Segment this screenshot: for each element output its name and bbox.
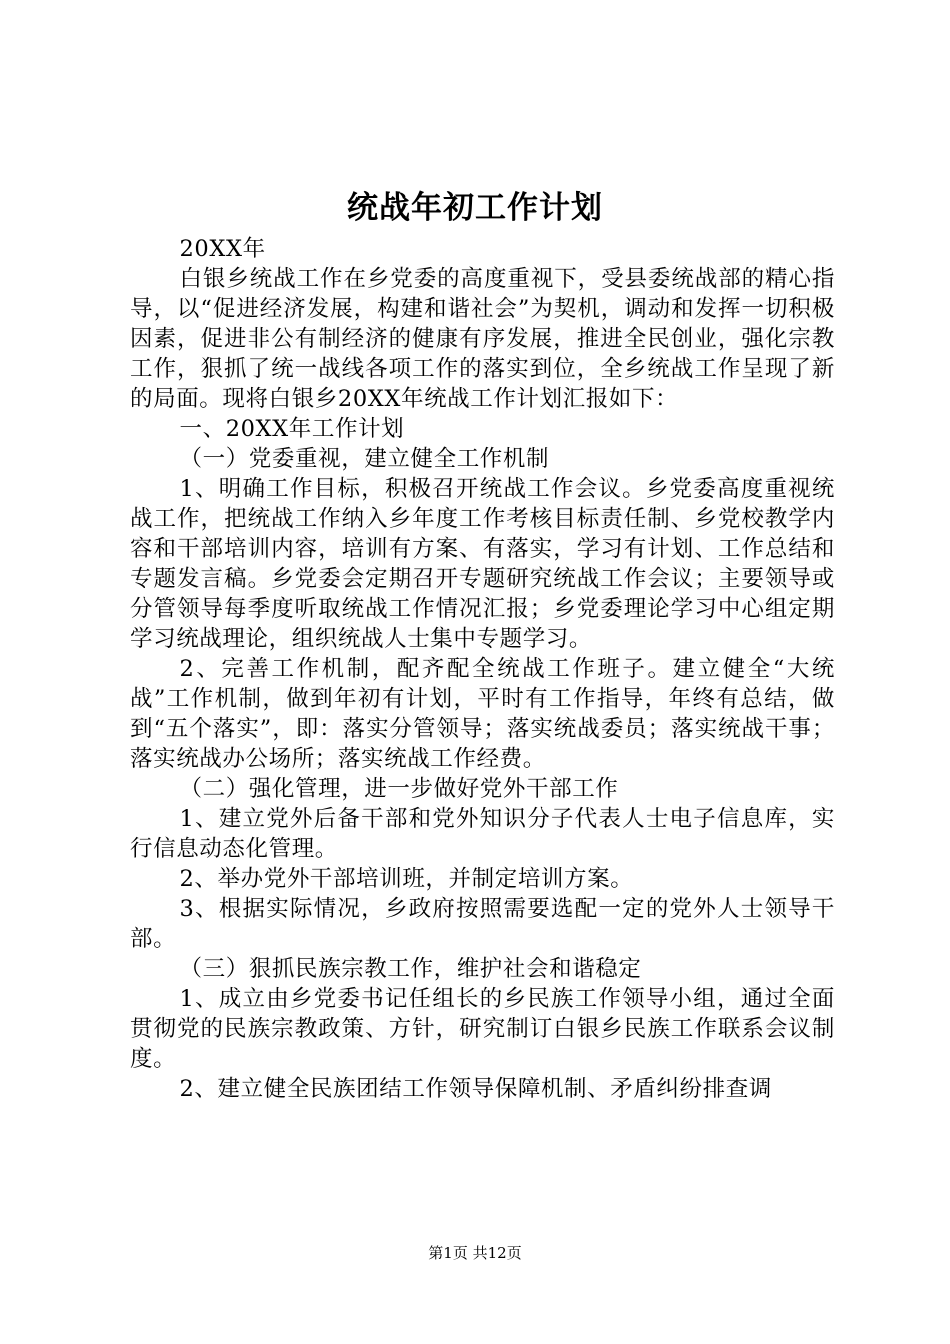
paragraph-item: 1、建立党外后备干部和党外知识分子代表人士电子信息库，实行信息动态化管理。: [130, 806, 835, 862]
paragraph-intro: 白银乡统战工作在乡党委的高度重视下，受县委统战部的精心指导，以“促进经济发展，构建和谐社会”为契机，调动和发挥一切积极因素，促进非公有制经济的健康有序发展，推进全民创业，强化宗教工作，狠抓了统一战线各项工作的落实到位，全乡统战工作呈现了新的局面。现将白银乡20XX年统战工作计划汇报如下：: [130, 266, 835, 412]
document-title: 统战年初工作计划: [347, 190, 603, 226]
paragraph-item: 2、举办党外干部培训班，并制定培训方案。: [179, 866, 634, 892]
page-footer: 第1页 共12页: [428, 1244, 522, 1262]
paragraph-item: 1、成立由乡党委书记任组长的乡民族工作领导小组，通过全面贯彻党的民族宗教政策、方针，研究制订白银乡民族工作联系会议制度。: [130, 986, 835, 1072]
document-body: [130, 234, 835, 1104]
paragraph-item: 2、完善工作机制，配齐配全统战工作班子。建立健全“大统战”工作机制，做到年初有计划，平时有工作指导，年终有总结，做到“五个落实”，即：落实分管领导；落实统战委员；落实统战干事；落实统战办公场所；落实统战工作经费。: [130, 656, 835, 772]
heading-subsection-2: （二）强化管理，进一步做好党外干部工作: [179, 776, 619, 802]
heading-subsection-3: （三）狠抓民族宗教工作，维护社会和谐稳定: [179, 956, 642, 982]
paragraph-item: 2、建立健全民族团结工作领导保障机制、矛盾纠纷排查调: [179, 1076, 772, 1102]
paragraph-item: 3、根据实际情况，乡政府按照需要选配一定的党外人士领导干部。: [130, 896, 835, 952]
paragraph-item: 1、明确工作目标，积极召开统战工作会议。乡党委高度重视统战工作，把统战工作纳入乡年度工作考核目标责任制、乡党校教学内容和干部培训内容，培训有方案、有落实，学习有计划、工作总结和专题发言稿。乡党委会定期召开专题研究统战工作会议；主要领导或分管领导每季度听取统战工作情况汇报；乡党委理论学习中心组定期学习统战理论，组织统战人士集中专题学习。: [130, 476, 835, 652]
heading-section-1: 一、20XX年工作计划: [179, 416, 405, 442]
heading-subsection-1: （一）党委重视，建立健全工作机制: [179, 446, 550, 472]
paragraph-year: 20XX年: [179, 236, 266, 262]
